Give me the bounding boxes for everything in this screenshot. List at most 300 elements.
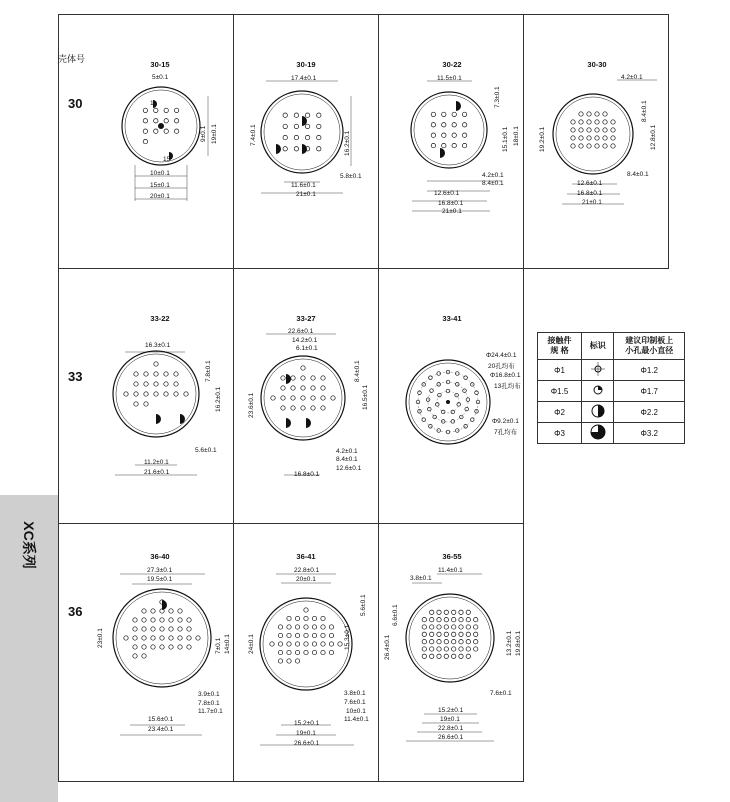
dim: 16.8±0.1	[438, 200, 464, 207]
contact-pin	[603, 120, 607, 124]
dim: 23.6±0.1	[248, 392, 255, 418]
contact-pin	[474, 632, 478, 636]
contact-pin	[154, 392, 158, 396]
contact-pin	[321, 616, 325, 620]
contact-pin	[579, 144, 583, 148]
contact-pin	[164, 108, 168, 112]
cell-33-41	[382, 310, 522, 510]
dim: 27.3±0.1	[147, 567, 173, 574]
cell-36-55	[382, 548, 522, 778]
contact-pin	[466, 640, 470, 644]
contact-pin	[301, 366, 305, 370]
contact-pin	[305, 124, 309, 128]
dim: 11.6±0.1	[291, 182, 316, 189]
contact-pin	[437, 372, 441, 376]
contact-pin	[178, 618, 182, 622]
dim: 11.4±0.1	[344, 716, 369, 723]
contact-pin	[595, 144, 599, 148]
contact-pin	[301, 396, 305, 400]
dim: 19±0.1	[440, 716, 460, 723]
contact-pin	[134, 382, 138, 386]
dim: 21±0.1	[296, 191, 316, 198]
dim: 15.2±0.1	[438, 707, 464, 714]
contact-pin	[291, 396, 295, 400]
contact-pin	[464, 376, 468, 380]
cell-title: 30-22	[442, 60, 462, 69]
contact-mark-icon	[582, 402, 614, 423]
contact-pin	[295, 650, 299, 654]
contact-pin	[321, 633, 325, 637]
contact-pin	[134, 372, 138, 376]
contact-pin	[475, 391, 479, 395]
contact-pin	[437, 632, 441, 636]
dim: 15.6±0.1	[148, 716, 174, 723]
contact-pin	[317, 124, 321, 128]
contact-pin	[124, 392, 128, 396]
legend-header-spec: 接触件 规 格	[538, 333, 582, 360]
dim: 24±0.1	[248, 634, 255, 654]
contact-pin	[595, 112, 599, 116]
contact-pin	[431, 112, 435, 116]
dim: 6.1±0.1	[296, 345, 318, 352]
legend-header-diameter: 建议印制板上 小孔最小直径	[614, 333, 685, 360]
contact-pin	[442, 133, 446, 137]
grid-vline-right	[668, 14, 669, 268]
contact-mark-icon	[582, 381, 614, 402]
contact-pin	[457, 403, 461, 407]
series-tab	[0, 495, 58, 802]
contact-pin	[442, 123, 446, 127]
dim: 3.8±0.1	[410, 575, 432, 582]
contact-pin	[430, 618, 434, 622]
contact-pin	[437, 610, 441, 614]
contact-size-legend	[537, 332, 685, 444]
contact-pin	[187, 627, 191, 631]
contact-pin	[169, 609, 173, 613]
contact-pin	[329, 642, 333, 646]
contact-pin	[444, 610, 448, 614]
contact-pin	[294, 113, 298, 117]
contact-pin	[278, 633, 282, 637]
contact-pin	[444, 654, 448, 658]
dim: 16.2±0.1	[215, 386, 222, 412]
dim: 15.1±0.1	[502, 126, 509, 152]
legend-diameter: Φ1.2	[614, 360, 685, 381]
contact-pin	[452, 625, 456, 629]
dim: 22.6±0.1	[288, 328, 314, 335]
contact-pin	[321, 406, 325, 410]
contact-pin	[436, 403, 440, 407]
contact-pin	[321, 625, 325, 629]
contact-pin	[571, 128, 575, 132]
contact-pin	[184, 392, 188, 396]
contact-pin	[459, 610, 463, 614]
contact-mark-icon	[582, 423, 614, 444]
dim: 16.3±0.1	[145, 342, 171, 349]
contact-pin	[169, 618, 173, 622]
dim: 7孔均布	[494, 429, 518, 436]
contact-pin	[281, 386, 285, 390]
dim: 16.8±0.1	[577, 190, 603, 197]
contact-pin	[452, 632, 456, 636]
contact-pin	[134, 402, 138, 406]
contact-pin	[452, 618, 456, 622]
shell-number-header: 壳体号	[58, 54, 86, 64]
contact-pin	[474, 640, 478, 644]
row-label-30: 30	[68, 96, 83, 111]
contact-pin	[456, 372, 460, 376]
contact-pin	[451, 420, 455, 424]
contact-pin	[452, 640, 456, 644]
legend-diameter: Φ3.2	[614, 423, 685, 444]
dim: 19±0.1	[296, 730, 316, 737]
contact-pin	[430, 389, 434, 393]
contact-pin	[311, 396, 315, 400]
contact-pin	[321, 642, 325, 646]
contact-pin	[164, 372, 168, 376]
contact-pin	[459, 654, 463, 658]
contact-pin	[287, 633, 291, 637]
dim: 15±0.1	[150, 182, 170, 189]
contact-pin	[278, 625, 282, 629]
dim: 26.4±0.1	[384, 634, 391, 660]
contact-pin	[287, 625, 291, 629]
contact-pin	[160, 618, 164, 622]
contact-pin	[295, 633, 299, 637]
grid-vline-left	[58, 14, 59, 782]
contact-pin	[444, 640, 448, 644]
contact-pin	[429, 376, 433, 380]
contact-pin	[164, 392, 168, 396]
contact-pin	[142, 627, 146, 631]
dim: 13.2±0.1	[506, 630, 513, 656]
contact-pin	[452, 647, 456, 651]
contact-pin	[442, 112, 446, 116]
contact-pin	[144, 392, 148, 396]
contact-pin	[164, 382, 168, 386]
contact-pin	[474, 647, 478, 651]
contact-pin	[437, 383, 441, 387]
contact-pin	[571, 136, 575, 140]
dim: Φ9.2±0.1	[492, 418, 519, 425]
contact-pin	[294, 135, 298, 139]
contact-pin	[444, 647, 448, 651]
contact-pin	[295, 625, 299, 629]
cell-title: 36-41	[296, 552, 316, 561]
contact-pin	[174, 108, 178, 112]
contact-pin	[466, 647, 470, 651]
contact-pin	[431, 123, 435, 127]
contact-pin	[304, 608, 308, 612]
dim: 20孔均布	[488, 363, 515, 370]
contact-pin	[466, 610, 470, 614]
contact-pin	[321, 386, 325, 390]
contact-pin	[329, 633, 333, 637]
dim: 23±0.1	[97, 628, 104, 648]
contact-pin	[270, 642, 274, 646]
contact-pin	[452, 610, 456, 614]
dim: 8.4±0.1	[482, 180, 504, 187]
contact-pin	[452, 133, 456, 137]
contact-pin	[142, 654, 146, 658]
dim: 5.6±0.1	[195, 447, 217, 454]
dim: Φ16.8±0.1	[490, 372, 521, 379]
cell-title: 30-30	[587, 60, 607, 69]
contact-pin	[304, 616, 308, 620]
contact-pin	[174, 119, 178, 123]
cell-30-30	[527, 56, 667, 256]
contact-pin	[422, 654, 426, 658]
contact-pin	[579, 136, 583, 140]
contact-pin	[312, 633, 316, 637]
contact-pin	[283, 124, 287, 128]
contact-pin	[187, 645, 191, 649]
contact-pin	[321, 396, 325, 400]
legend-spec: Φ1.5	[538, 381, 582, 402]
dim: 19.2±0.1	[539, 126, 546, 152]
contact-pin	[471, 418, 475, 422]
contact-pin	[174, 382, 178, 386]
contact-pin	[422, 647, 426, 651]
dim: 12.6±0.1	[577, 180, 603, 187]
dim: 5.6±0.1	[360, 594, 367, 616]
contact-pin	[160, 636, 164, 640]
contact-pin	[169, 627, 173, 631]
contact-pin	[611, 144, 615, 148]
contact-pin	[587, 144, 591, 148]
contact-pin	[466, 618, 470, 622]
contact-pin	[144, 382, 148, 386]
contact-pin	[278, 642, 282, 646]
contact-pin	[278, 650, 282, 654]
contact-pin	[444, 618, 448, 622]
contact-pin	[444, 625, 448, 629]
contact-pin	[301, 406, 305, 410]
dim: 14.2±0.1	[292, 337, 318, 344]
pin-number: 15	[163, 156, 171, 163]
dim: 10±0.1	[346, 708, 366, 715]
contact-mark-icon	[582, 360, 614, 381]
contact-pin	[278, 659, 282, 663]
connector-face-33-22	[90, 310, 230, 510]
grid-vline-3	[523, 14, 524, 782]
contact-pin	[321, 376, 325, 380]
contact-pin	[154, 362, 158, 366]
cell-30-15	[90, 56, 230, 256]
contact-pin	[312, 650, 316, 654]
contact-pin	[317, 113, 321, 117]
contact-pin	[466, 654, 470, 658]
cell-title: 30-19	[296, 60, 316, 69]
cell-title: 33-22	[150, 314, 170, 323]
contact-pin	[452, 123, 456, 127]
dim: 16.5±0.1	[362, 384, 369, 410]
contact-pin	[144, 372, 148, 376]
dim: 12.6±0.1	[434, 190, 460, 197]
contact-pin	[295, 616, 299, 620]
contact-pin	[301, 376, 305, 380]
contact-pin	[571, 120, 575, 124]
contact-pin	[151, 645, 155, 649]
contact-pin	[430, 610, 434, 614]
dim: 18±0.1	[513, 126, 520, 146]
contact-pin	[287, 616, 291, 620]
contact-pin	[178, 645, 182, 649]
contact-pin	[430, 625, 434, 629]
cell-title: 33-27	[296, 314, 316, 323]
contact-pin	[169, 645, 173, 649]
contact-pin	[160, 645, 164, 649]
dim: 7.8±0.1	[205, 360, 212, 382]
contact-pin	[422, 632, 426, 636]
connector-face-30-30	[527, 56, 667, 256]
legend-spec: Φ1	[538, 360, 582, 381]
cell-title: 36-55	[442, 552, 462, 561]
legend-diameter: Φ2.2	[614, 402, 685, 423]
dim: 4.2±0.1	[482, 172, 504, 179]
dim: 7.6±0.1	[344, 699, 366, 706]
contact-pin	[133, 645, 137, 649]
contact-pin	[459, 625, 463, 629]
contact-pin	[154, 372, 158, 376]
dim: 19.5±0.1	[147, 576, 173, 583]
contact-pin	[283, 147, 287, 151]
dim: 22.8±0.1	[294, 567, 320, 574]
contact-pin	[611, 120, 615, 124]
dim: 8.4±0.1	[627, 171, 649, 178]
dim: 3.9±0.1	[198, 691, 220, 698]
legend-spec: Φ2	[538, 402, 582, 423]
dim: 8.4±0.1	[641, 100, 648, 122]
dim: 11.4±0.1	[438, 567, 463, 574]
dim: 6.6±0.1	[392, 604, 399, 626]
contact-pin	[169, 636, 173, 640]
contact-pin	[579, 128, 583, 132]
contact-pin	[151, 627, 155, 631]
contact-pin	[305, 113, 309, 117]
cell-30-22	[382, 56, 522, 256]
contact-pin	[418, 391, 422, 395]
dim: 7.4±0.1	[250, 124, 257, 146]
contact-pin	[287, 659, 291, 663]
contact-pin	[422, 418, 426, 422]
contact-pin	[444, 632, 448, 636]
dim: 21.6±0.1	[144, 469, 170, 476]
contact-pin	[134, 392, 138, 396]
dim: 22.8±0.1	[438, 725, 464, 732]
row-label-36: 36	[68, 604, 83, 619]
dim: 4.2±0.1	[336, 448, 358, 455]
contact-pin	[459, 632, 463, 636]
contact-pin	[143, 108, 147, 112]
contact-pin	[459, 647, 463, 651]
contact-pin	[466, 625, 470, 629]
contact-pin	[287, 642, 291, 646]
connector-face-33-41	[382, 310, 522, 510]
contact-pin	[154, 119, 158, 123]
dim: 15.2±0.1	[294, 720, 320, 727]
contact-pin	[142, 636, 146, 640]
contact-pin	[271, 396, 275, 400]
contact-pin	[579, 112, 583, 116]
contact-pin	[422, 640, 426, 644]
dim: 7±0.1	[215, 637, 222, 654]
series-label: XC系列	[21, 521, 37, 569]
cell-30-19	[236, 56, 376, 256]
contact-pin	[312, 642, 316, 646]
row-label-33: 33	[68, 369, 83, 384]
cell-33-22	[90, 310, 230, 510]
contact-pin	[465, 407, 469, 411]
contact-pin	[142, 618, 146, 622]
dim: 7.6±0.1	[490, 690, 512, 697]
dim: 26.6±0.1	[438, 734, 464, 741]
contact-pin	[304, 625, 308, 629]
contact-pin	[462, 133, 466, 137]
contact-pin	[174, 372, 178, 376]
legend-diameter: Φ1.7	[614, 381, 685, 402]
contact-pin	[174, 392, 178, 396]
dim: 7.8±0.1	[198, 700, 220, 707]
contact-pin	[160, 627, 164, 631]
contact-pin	[312, 616, 316, 620]
contact-pin	[187, 618, 191, 622]
grid-vline-1	[233, 14, 234, 782]
contact-pin	[442, 143, 446, 147]
dim: 12.6±0.1	[336, 465, 362, 472]
contact-pin	[294, 124, 298, 128]
dim: 19.8±0.1	[515, 630, 522, 656]
cell-36-40	[90, 548, 230, 778]
contact-pin	[587, 120, 591, 124]
contact-pin	[304, 650, 308, 654]
contact-pin	[595, 128, 599, 132]
grid-vline-2	[378, 14, 379, 782]
contact-pin	[466, 632, 470, 636]
contact-pin	[587, 128, 591, 132]
dim: 26.6±0.1	[294, 740, 320, 747]
dim: 4.2±0.1	[621, 74, 643, 81]
contact-pin	[317, 147, 321, 151]
dim: 8.4±0.1	[336, 456, 358, 463]
contact-pin	[143, 139, 147, 143]
dim: 21±0.1	[442, 208, 462, 215]
contact-pin	[329, 650, 333, 654]
contact-pin	[462, 112, 466, 116]
contact-pin	[430, 632, 434, 636]
cell-title: 30-15	[150, 60, 170, 69]
legend-header-mark: 标识	[582, 333, 614, 360]
contact-pin	[291, 376, 295, 380]
dim: 16.8±0.1	[294, 471, 320, 478]
contact-pin	[338, 642, 342, 646]
grid-hline-top	[58, 14, 669, 15]
contact-pin	[133, 636, 137, 640]
contact-pin	[430, 640, 434, 644]
contact-pin	[452, 654, 456, 658]
contact-pin	[283, 135, 287, 139]
grid-hline-2	[58, 523, 524, 524]
contact-pin	[312, 625, 316, 629]
contact-pin	[174, 129, 178, 133]
contact-pin	[291, 406, 295, 410]
contact-pin	[124, 636, 128, 640]
dim: 13孔均布	[494, 383, 521, 390]
connector-face-36-55	[382, 548, 522, 778]
contact-pin	[164, 129, 168, 133]
contact-pin	[281, 406, 285, 410]
contact-pin	[187, 636, 191, 640]
